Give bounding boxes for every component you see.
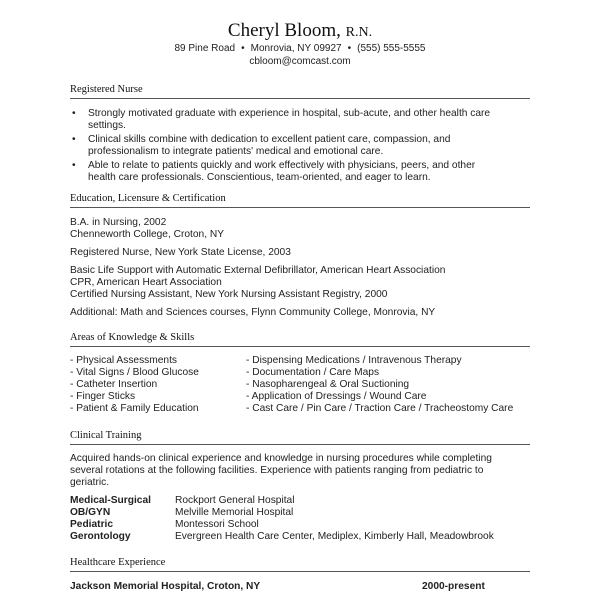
section-divider xyxy=(70,207,530,208)
skills-left-column xyxy=(70,355,199,415)
clinical-intro-line: Acquired hands-on clinical experience and knowledge in nursing procedures while completing xyxy=(70,453,492,464)
city-text: Monrovia, NY 09927 xyxy=(250,43,342,54)
candidate-name xyxy=(0,20,600,42)
separator-dot: • xyxy=(347,43,352,54)
section-heading-summary: Registered Nurse xyxy=(70,84,143,95)
separator-dot: • xyxy=(241,43,245,54)
summary-list xyxy=(70,108,530,186)
skill-item: - Vital Signs / Blood Glucose xyxy=(70,367,199,378)
section-heading-experience: Healthcare Experience xyxy=(70,557,166,568)
name-text: Cheryl Bloom, xyxy=(227,20,341,41)
section-heading-clinical: Clinical Training xyxy=(70,430,142,441)
section-divider xyxy=(70,444,530,445)
skill-item: - Patient & Family Education xyxy=(70,403,199,414)
clinical-intro-line: several rotations at the following facilities. Experience with patients ranging from pediatric to xyxy=(70,465,484,476)
skill-item: - Dispensing Medications / Intravenous Therapy xyxy=(246,355,462,366)
rotation-area: Medical-Surgical xyxy=(70,495,151,506)
rotation-area: Pediatric xyxy=(70,519,114,530)
skill-item: - Nasopharengeal & Oral Suctioning xyxy=(246,379,410,390)
education-line: B.A. in Nursing, 2002 xyxy=(70,217,167,228)
rotation-places xyxy=(175,495,494,543)
education-line: Certified Nursing Assistant, New York Nursing Assistant Registry, 2000 xyxy=(70,289,388,300)
credential-text: R.N. xyxy=(345,25,373,40)
summary-bullet: • Strongly motivated graduate with experience in hospital, sub-acute, and other health care settings. xyxy=(72,108,491,131)
section-divider xyxy=(70,346,530,347)
skill-item: - Cast Care / Pin Care / Traction Care / Tracheostomy Care xyxy=(246,403,514,414)
section-divider xyxy=(70,571,530,572)
skill-item: - Physical Assessments xyxy=(70,355,178,366)
rotation-place: Montessori School xyxy=(175,519,259,530)
clinical-intro-line: geriatric. xyxy=(70,477,110,488)
summary-bullet: • Able to relate to patients quickly and work effectively with physicians, peers, and other health care professionals. Conscientious, team-oriented, and eager to learn. xyxy=(72,160,476,183)
email-text: cbloom@comcast.com xyxy=(249,56,351,67)
education-line: Registered Nurse, New York State License, 2003 xyxy=(70,247,291,258)
skill-item: - Application of Dressings / Wound Care xyxy=(246,391,427,402)
rotation-place: Evergreen Health Care Center, Mediplex, Kimberly Hall, Meadowbrook xyxy=(175,531,494,542)
education-line: Basic Life Support with Automatic External Defibrillator, American Heart Association xyxy=(70,265,446,276)
rotation-place: Rockport General Hospital xyxy=(175,495,295,506)
skill-item: - Documentation / Care Maps xyxy=(246,367,380,378)
education-line: Additional: Math and Sciences courses, Flynn Community College, Monrovia, NY xyxy=(70,307,436,318)
rotation-place: Melville Memorial Hospital xyxy=(175,507,294,518)
skills-right-column xyxy=(246,355,513,415)
address-text: 89 Pine Road xyxy=(174,43,236,54)
employer-name: Jackson Memorial Hospital, Croton, NY xyxy=(70,581,261,592)
employment-dates: 2000-present xyxy=(422,581,485,592)
skill-item: - Finger Sticks xyxy=(70,391,136,402)
summary-bullet: • Clinical skills combine with dedication to excellent patient care, compassion, and professionalism to integrate patients' medical and emotional care. xyxy=(72,134,451,157)
section-divider xyxy=(70,98,530,99)
contact-info xyxy=(0,42,600,68)
rotation-area: Gerontology xyxy=(70,531,131,542)
education-line: Chenneworth College, Croton, NY xyxy=(70,229,225,240)
section-heading-skills: Areas of Knowledge & Skills xyxy=(70,332,195,343)
section-heading-education: Education, Licensure & Certification xyxy=(70,193,226,204)
education-line: CPR, American Heart Association xyxy=(70,277,222,288)
rotation-area: OB/GYN xyxy=(70,507,111,518)
phone-text: (555) 555-5555 xyxy=(357,43,426,54)
rotation-areas xyxy=(70,495,151,543)
skill-item: - Catheter Insertion xyxy=(70,379,158,390)
